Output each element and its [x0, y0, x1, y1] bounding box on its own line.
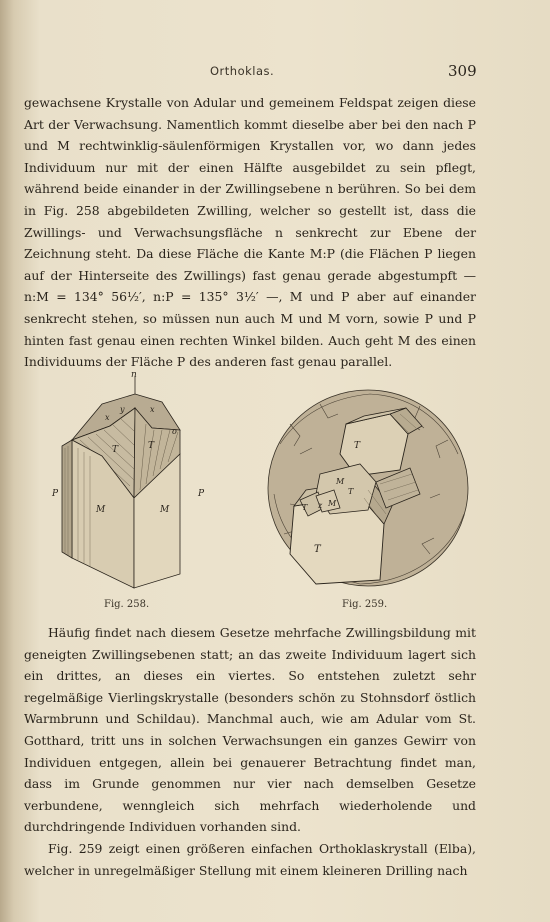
- label-x1: x: [105, 413, 110, 422]
- label-t1: T: [112, 445, 119, 455]
- label-y1: y: [120, 405, 125, 414]
- text-block-bottom: [24, 622, 476, 881]
- paragraph: gewachsene Krystalle von Adular und gemeinem Feldspat zeigen diese Art der Verwachsung. Namentlich kommt dieselbe aber bei den nach P und M rechtwinklig-säulenförmigen Krystallen vor, wo dann jedes Individuum nur mit der einen Hälfte ausgebildet zu sein pflegt, während beide einander in der Zwillingsebene n berühren. So bei dem in Fig. 258 abgebildeten Zwilling, welcher so gestellt ist, dass die Zwillings- und Verwachsungsfläche n senkrecht zur Ebene der Zeichnung steht. Da diese Fläche die Kante M:P (die Flächen P liegen auf der Hinterseite des Zwillings) fast genau gerade abgestumpft — n:M = 134° 56½′, n:P = 135° 3½′ —, M und P aber auf einander senkrecht stehen, so müssen nun auch M und M vorn, sowie P und P hinten fast genau einen rechten Winkel bilden. Auch geht M des einen Individuums der Fläche P des anderen fast genau parallel.: [24, 95, 476, 370]
- label-t1: T: [354, 441, 361, 451]
- label-z: z: [318, 501, 323, 510]
- label-p-right: P: [198, 489, 205, 499]
- label-m-right: M: [160, 505, 170, 515]
- text-block-top: [24, 92, 476, 373]
- label-t2: T: [348, 487, 354, 496]
- figures-area: [40, 368, 480, 618]
- paragraph: Häufig findet nach diesem Gesetze mehrfache Zwillingsbildung mit geneigten Zwillingsebenen statt; an das zweite Individuum lagert sich ein drittes, an dieses ein viertes. So entstehen zuletzt sehr regelmäßige Vierlingskrystalle (besonders schön zu Stohnsdorf östlich Warmbrunn und Schildau). Manchmal auch, wie am Adular vom St. Gotthard, tritt uns in solchen Verwachsungen ein ganzes Gewirr von Individuen entgegen, allein bei genauerer Betrachtung findet man, dass im Grunde genommen nur vier nach demselben Gesetze verbundene, wenngleich sich mehrfach wiederholende und durchdringende Individuen vorhanden sind.: [24, 625, 476, 835]
- label-o: o: [172, 427, 177, 436]
- label-m-left: M: [96, 505, 106, 515]
- label-t2: T: [148, 441, 155, 451]
- label-m1: M: [336, 477, 345, 486]
- page-number: 309: [448, 62, 477, 80]
- figure-258-twin-crystal: [50, 368, 230, 598]
- label-t3: T: [302, 503, 308, 512]
- figure-259-crystal-group: [260, 384, 470, 598]
- page-header: [0, 60, 550, 84]
- label-x2: x: [150, 405, 155, 414]
- running-title: Orthoklas.: [210, 64, 275, 78]
- caption-fig-258: Fig. 258.: [104, 599, 150, 610]
- label-n: n: [131, 370, 137, 380]
- label-t4: T: [314, 544, 321, 555]
- caption-fig-259: Fig. 259.: [342, 599, 388, 610]
- paragraph: Fig. 259 zeigt einen größeren einfachen Orthoklaskrystall (Elba), welcher in unregelmäßiger Stellung mit einem kleineren Drilling nach: [24, 840, 476, 878]
- label-p-left: P: [52, 489, 59, 499]
- label-m2: M: [328, 499, 337, 508]
